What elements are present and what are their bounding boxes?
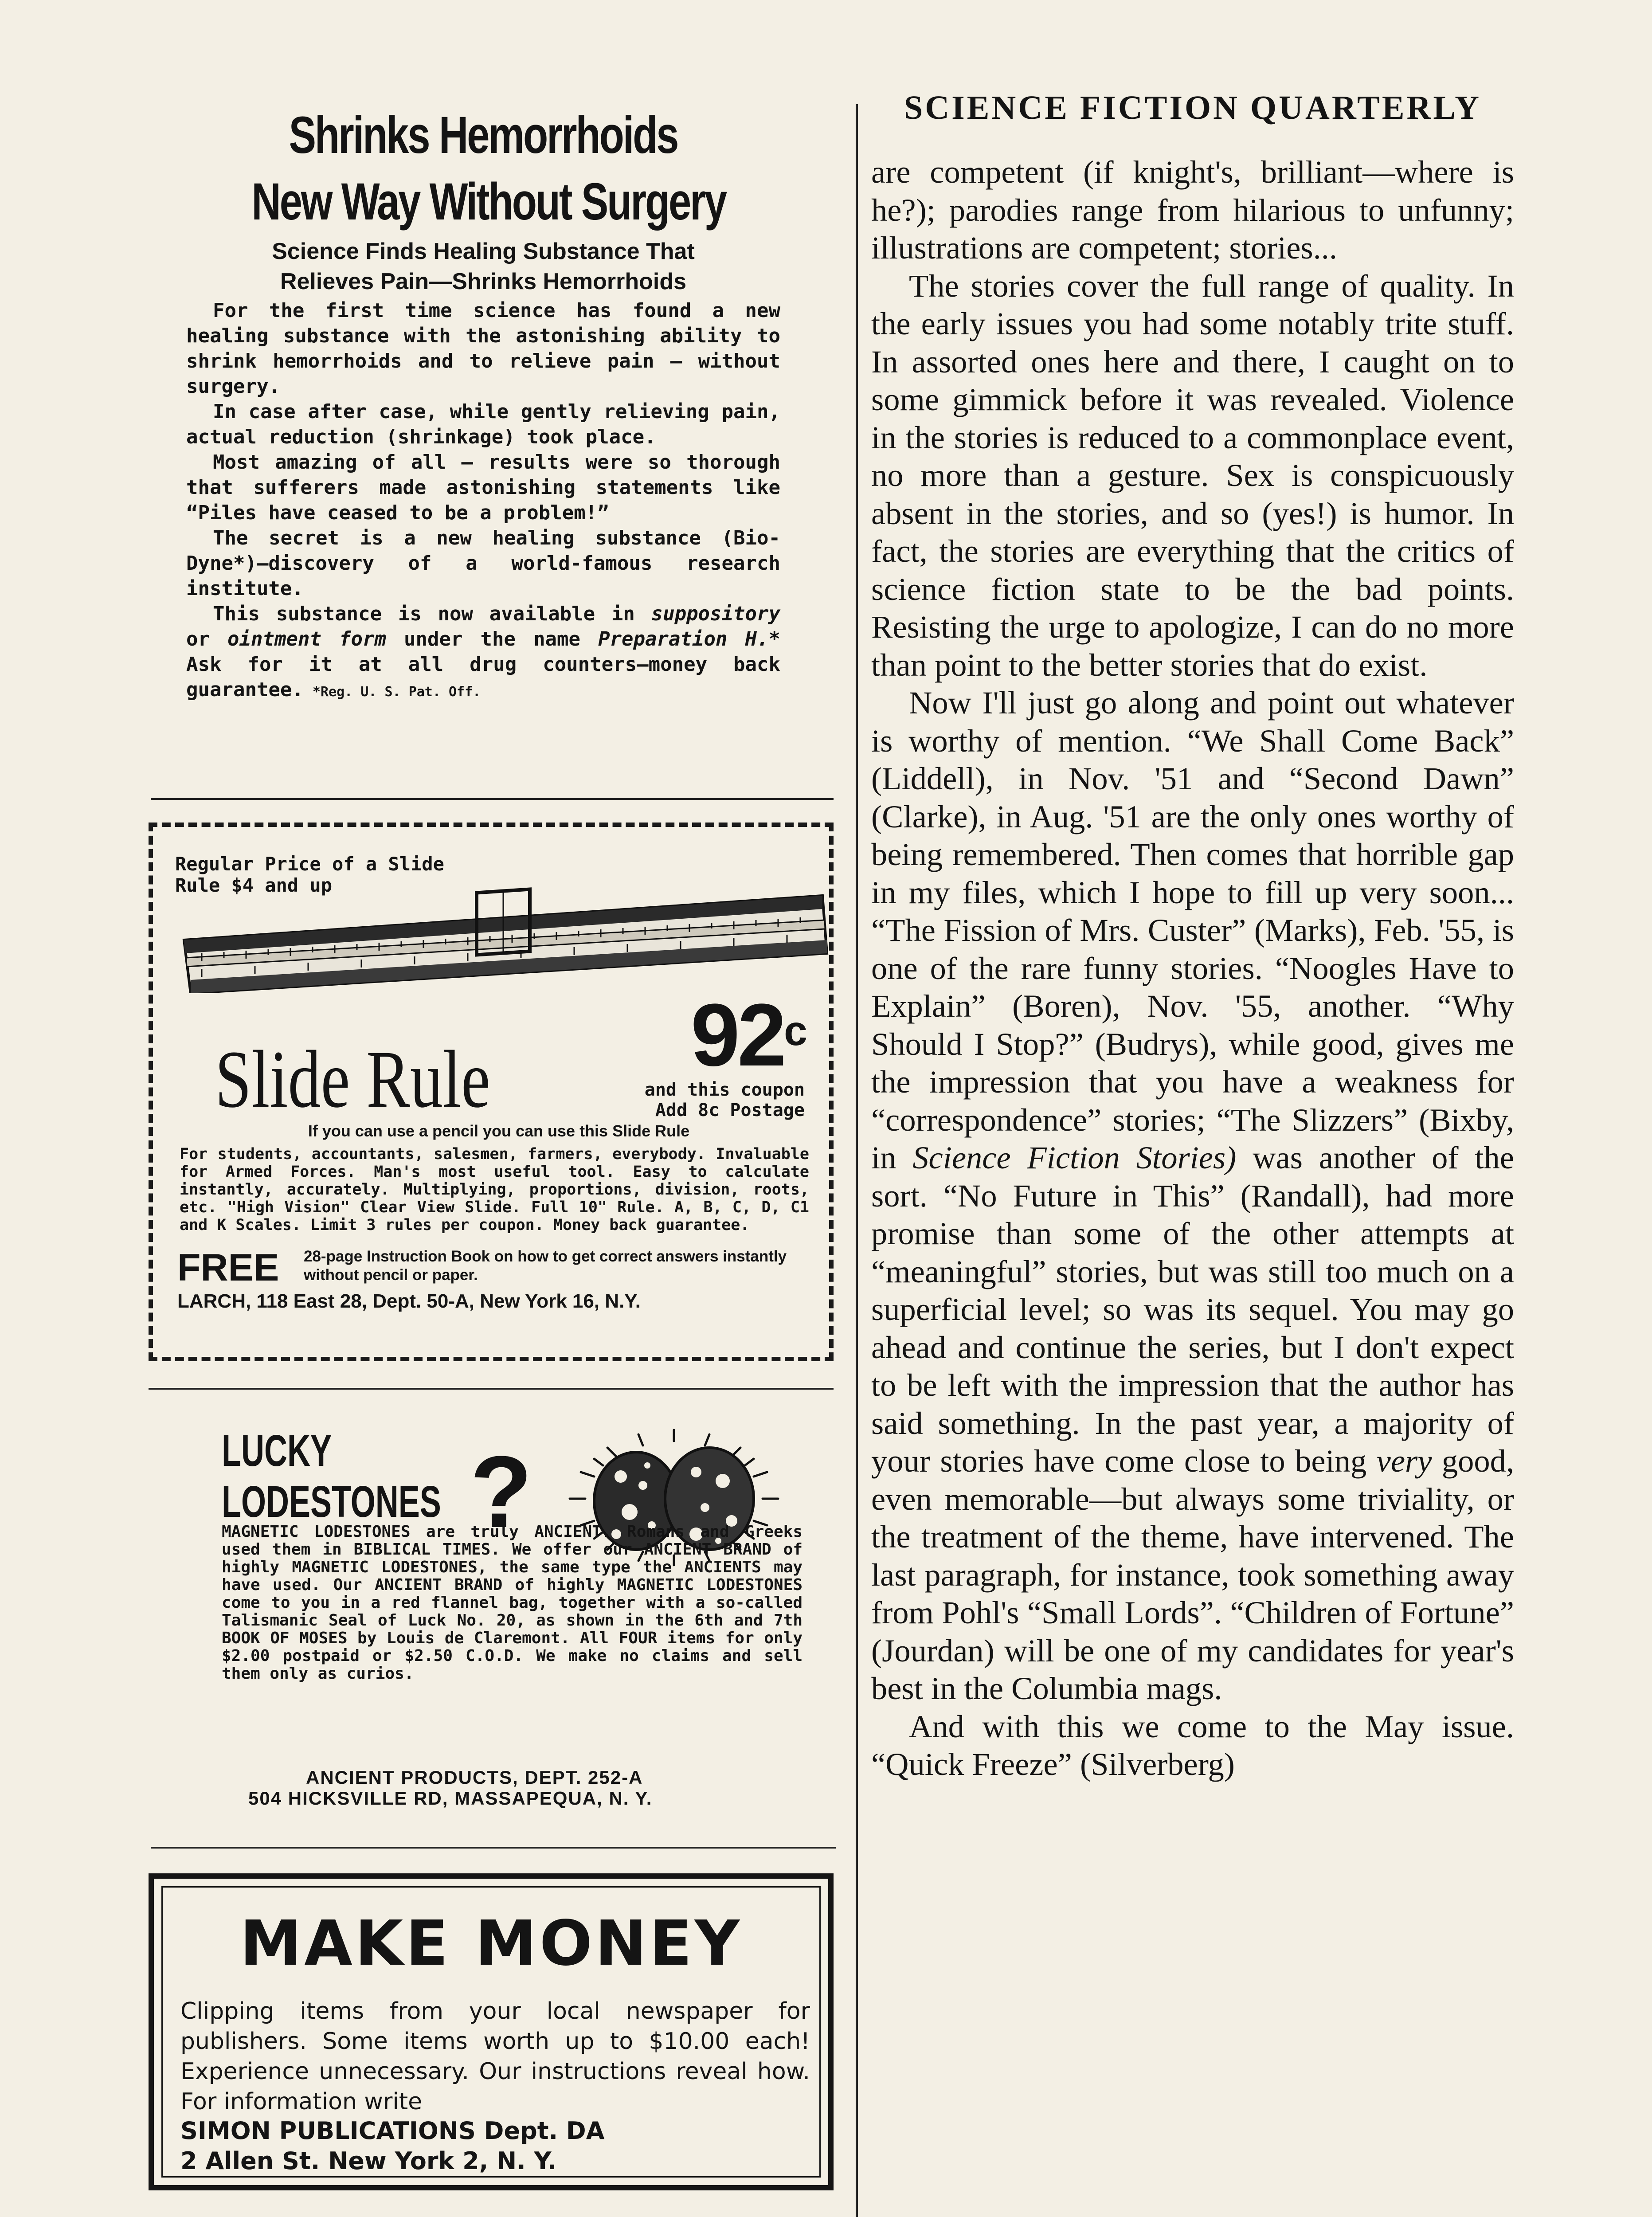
price-value: 92 (690, 986, 784, 1085)
slide-rule-coupon (149, 823, 834, 1361)
ad-text: This substance is now available in (213, 603, 651, 625)
slide-rule-lead: If you can use a pencil you can use this Slide Rule (308, 1122, 690, 1140)
article-text-run: Now I'll just go along and point out whatever is worthy of mention. “We Shall Come Back” (Liddell), in Nov. '51 and “Second Dawn” (Clarke), in Aug. '51 are the only ones worthy of being remembered. Then comes that horrible gap in my files, which I hope to fill up very soon... “The Fission of Mrs. Custer” (Marks), Feb. '55, is one of the rare funny stories. “Noogles Have to Explain” (Boren), Nov. '55, another. “Why Should I Stop?” (Budrys), while good, gives me the impression that you have a weakness for “correspondence” stories; “The Slizzers” (Bixby, in (871, 685, 1514, 1175)
address-line: 2 Allen St. New York 2, N. Y. (180, 2147, 557, 2175)
ad-headline: Shrinks Hemorrhoids (289, 106, 678, 165)
ad-divider (151, 798, 834, 800)
ad-italic: suppository (651, 603, 780, 625)
slide-rule-address: LARCH, 118 East 28, Dept. 50-A, New York 16, N.Y. (177, 1290, 641, 1312)
slide-rule-price (690, 986, 805, 1085)
article-paragraph: The stories cover the full range of quality. In the early issues you had some notably trite stuff. In assorted ones here and there, I caught on to some gimmick before it was revealed. Violence in the stories is reduced to a commonplace event, no more than a gesture. Sex is conspicuously absent in the stories, and so (yes!) is humor. In fact, the stories are everything that the critics of science fiction state to be the bad points. Resisting the urge to apologize, I can do no more than point to the better stories that do exist. (871, 267, 1514, 683)
slide-rule-title: Slide Rule (215, 1034, 490, 1125)
regular-price-note: Regular Price of a Slide Rule $4 and up (175, 853, 444, 896)
slide-rule-description: For students, accountants, salesmen, farmers, everybody. Invaluable for Armed Forces. Man's most useful tool. Easy to calculate instantly, accurately. Multiplying, proportions, division, roots, etc. "High Vision" Clear View Slide. Full 10" Rule. A, B, C, D, C1 and K Scales. Limit 3 rules per coupon. Money back guarantee. (180, 1145, 809, 1234)
column-divider (856, 104, 858, 2217)
ad-headline: New Way Without Surgery (251, 172, 726, 231)
ad-text: under the name (386, 628, 599, 650)
ad-divider (149, 1388, 834, 1390)
running-header: SCIENCE FICTION QUARTERLY (904, 89, 1481, 126)
question-mark: ? (470, 1435, 532, 1549)
lodestones-title (222, 1426, 441, 1528)
make-money-ad (149, 1873, 834, 2190)
article-text-run: was another of the sort. “No Future in This” (Randall), had more promise than some of the other attempts at “meaningful” stories, but was still too much on a superficial level; so was its sequel. You may go ahead and continue the series, but I don't expect to be left with the impression that the author has said something. In the past year, a majority of your stories have come close to being (871, 1140, 1514, 1479)
article-italic: very (1376, 1443, 1432, 1479)
hemorrhoids-ad (186, 102, 780, 705)
lodestones-address: 504 HICKSVILLE RD, MASSAPEQUA, N. Y. (248, 1788, 653, 1809)
ad-paragraph: For the first time science has found a new healing substance with the astonishing ability to shrink hemorrhoids and to relieve pain – without surgery. (186, 299, 780, 398)
ad-subhead: Science Finds Healing Substance That (272, 239, 695, 264)
ad-paragraph: In case after case, while gently relieving pain, actual reduction (shrinkage) took place. (186, 400, 780, 448)
make-money-title: MAKE MONEY (239, 1908, 743, 1980)
lodestones-address: ANCIENT PRODUCTS, DEPT. 252-A (306, 1767, 643, 1788)
ad-italic: ointment form (227, 628, 386, 650)
free-label: FREE (177, 1246, 279, 1289)
article-text-run: good, even memorable—but always some triviality, or the treatment of the theme, have intervened. The last paragraph, for instance, took something away from Pohl's “Small Lords”. “Children of Fortune” (Jourdan) will be one of my candidates for year's best in the Columbia mags. (871, 1443, 1515, 1706)
article-paragraph: are competent (if knight's, brilliant—where is he?); parodies range from hilarious to unfunny; illustrations are competent; stories... (871, 154, 1514, 266)
article-text (871, 153, 1514, 1783)
ad-paragraph: The secret is a new healing substance (Bio-Dyne*)–discovery of a world-famous research institute. (186, 527, 780, 600)
ad-italic: Preparation H.* (598, 628, 780, 650)
coupon-line: and this coupon (644, 1080, 805, 1100)
ad-paragraph: Most amazing of all – results were so thorough that sufferers made astonishing statements like “Piles have ceased to be a problem!” (186, 451, 780, 524)
ad-subhead: Relieves Pain—Shrinks Hemorrhoids (280, 269, 687, 294)
ad-text: Ask for it at all drug counters–money back guarantee. (186, 653, 780, 701)
registered-mark: *Reg. U. S. Pat. Off. (312, 684, 481, 700)
lodestones-text: MAGNETIC LODESTONES are truly ANCIENT. Romans and Greeks used them in BIBLICAL TIMES. We offer our ANCIENT BRAND of highly MAGNETIC LODESTONES, the same type the ANCIENTS may have used. Our ANCIENT BRAND of highly MAGNETIC LODESTONES come to you in a red flannel bag, together with a so-called Talismanic Seal of Luck No. 20, as shown in the 6th and 7th BOOK OF MOSES by Louis de Claremont. All FOUR items for only $2.00 postpaid or $2.50 C.O.D. We make no claims and sell them only as curios. (222, 1523, 803, 1683)
coupon-line: Add 8c Postage (655, 1100, 805, 1120)
make-money-address (180, 2116, 810, 2176)
ad-text: or (186, 628, 228, 650)
article-paragraph: And with this we come to the May issue. “Quick Freeze” (Silverberg) (871, 1708, 1514, 1782)
title-line: LUCKY (222, 1426, 332, 1476)
title-line: LODESTONES (222, 1477, 441, 1527)
free-offer-text: 28-page Instruction Book on how to get correct answers instantly without pencil or paper. (304, 1248, 787, 1284)
article-paragraph (871, 684, 1514, 1708)
price-unit: c (784, 1007, 805, 1054)
lodestones-ad (222, 1414, 807, 1814)
ad-paragraph (186, 601, 780, 705)
address-line: SIMON PUBLICATIONS Dept. DA (180, 2117, 605, 2145)
coupon-note (645, 1080, 805, 1120)
article-italic: Science Fiction Stories) (912, 1140, 1237, 1175)
make-money-body: Clipping items from your local newspaper for publishers. Some items worth up to $10.00 each! Experience unnecessary. Our instructions reveal how. For information write (180, 1998, 810, 2115)
ad-body (186, 298, 780, 705)
ad-divider (151, 1847, 836, 1849)
